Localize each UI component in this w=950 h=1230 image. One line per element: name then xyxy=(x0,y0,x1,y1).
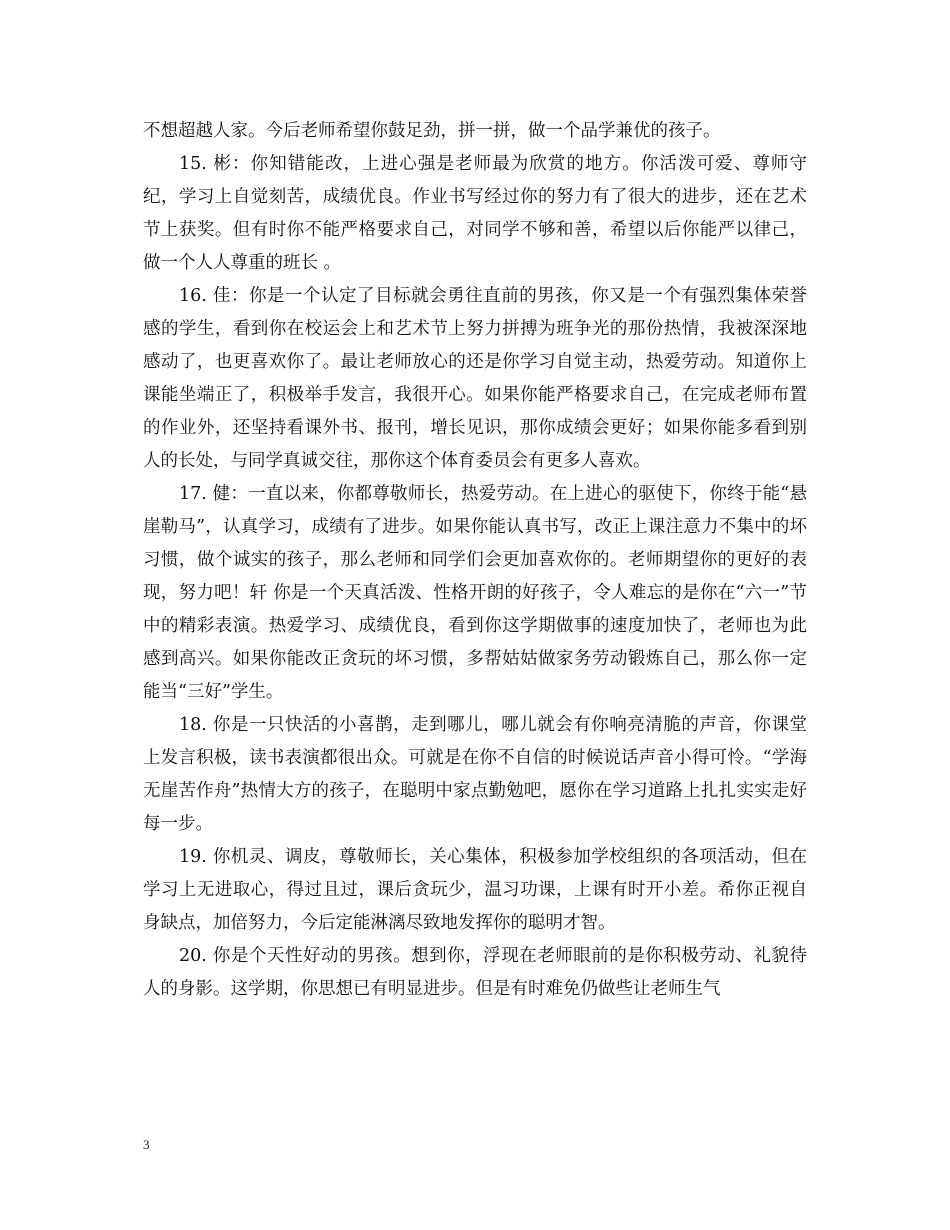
paragraph-17: 17. 健：一直以来，你都尊敬师长，热爱劳动。在上进心的驱使下，你终于能“悬崖勒马”，认真学习，成绩有了进步。如果你能认真书写，改正上课注意力不集中的坏习惯，做个诚实的孩子，那么老师和同学们会更加喜欢你的。老师期望你的更好的表现，努力吧！轩 你是一个天真活泼、性格开朗的好孩子，令人难忘的是你在“六一”节中的精彩表演。热爱学习、成绩优良，看到你这学期做事的速度加快了，老师也为此感到高兴。如果你能改正贪玩的坏习惯，多帮姑姑做家务劳动锻炼自己，那么你一定能当“三好”学生。 xyxy=(143,484,807,702)
paragraph-continuation: 不想超越人家。今后老师希望你鼓足劲，拼一拼，做一个品学兼优的孩子。 xyxy=(143,121,721,141)
paragraph-15: 15. 彬：你知错能改，上进心强是老师最为欣赏的地方。你活泼可爱、尊师守纪，学习上自觉刻苦，成绩优良。作业书写经过你的努力有了很大的进步，还在艺术节上获奖。但有时你不能严格要求自己，对同学不够和善，希望以后你能严以律己，做一个人人尊重的班长 。 xyxy=(143,154,807,273)
document-body xyxy=(143,115,807,1006)
paragraph-20: 20. 你是个天性好动的男孩。想到你，浮现在老师眼前的是你积极劳动、礼貌待人的身影。这学期，你思想已有明显进步。但是有时难免仍做些让老师生气 xyxy=(143,946,807,999)
paragraph-16: 16. 佳：你是一个认定了目标就会勇往直前的男孩，你又是一个有强烈集体荣誉感的学生，看到你在校运会上和艺术节上努力拼搏为班争光的那份热情，我被深深地感动了，也更喜欢你了。最让老师放心的还是你学习自觉主动，热爱劳动。知道你上课能坐端正了，积极举手发言，我很开心。如果你能严格要求自己，在完成老师布置的作业外，还坚持看课外书、报刊，增长见识，那你成绩会更好；如果你能多看到别人的长处，与同学真诚交往，那你这个体育委员会有更多人喜欢。 xyxy=(143,286,807,471)
page-number: 3 xyxy=(143,1137,150,1152)
paragraph-18: 18. 你是一只快活的小喜鹊，走到哪儿，哪儿就会有你响亮清脆的声音，你课堂上发言积极，读书表演都很出众。可就是在你不自信的时候说话声音小得可怜。“学海无崖苦作舟”热情大方的孩子，在聪明中家点勤勉吧，愿你在学习道路上扎扎实实走好每一步。 xyxy=(143,715,807,834)
paragraph-19: 19. 你机灵、调皮，尊敬师长，关心集体，积极参加学校组织的各项活动，但在学习上无进取心，得过且过，课后贪玩少，温习功课，上课有时开小差。希你正视自身缺点，加倍努力，今后定能淋漓尽致地发挥你的聪明才智。 xyxy=(143,847,807,933)
